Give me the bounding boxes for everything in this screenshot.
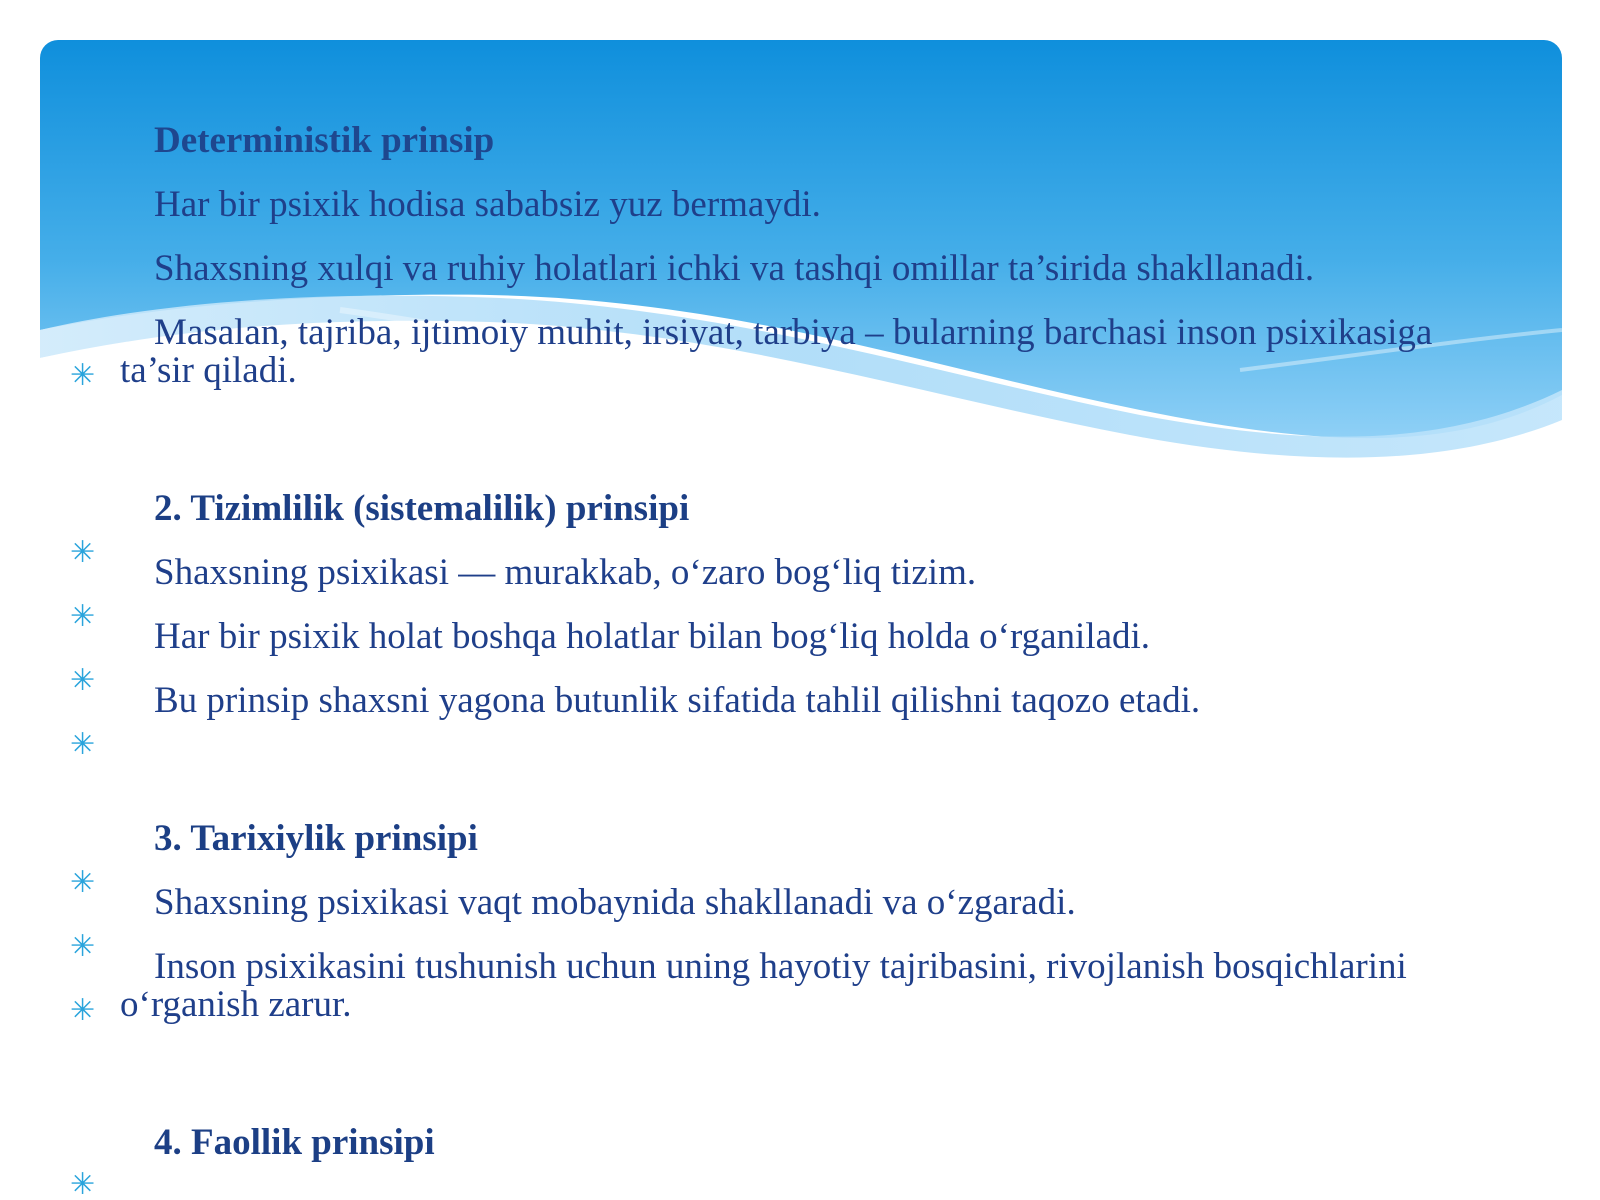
- bullet-icon: ✳: [70, 865, 96, 900]
- body-line: ta’sir qiladi.: [120, 350, 297, 391]
- bullet-icon: ✳: [70, 1167, 96, 1200]
- bullet-icon: ✳: [70, 727, 96, 762]
- body-line: Bu prinsip shaxsni yagona butunlik sifatida tahlil qilishni taqozo etadi.: [154, 680, 1201, 721]
- section-heading: Deterministik prinsip: [154, 120, 495, 161]
- body-line: Inson psixikasini tushunish uchun uning hayotiy tajribasini, rivojlanish bosqichlarini: [154, 946, 1407, 987]
- section-heading: 4. Faollik prinsipi: [154, 1122, 435, 1163]
- section-heading: 2. Tizimlilik (sistemalilik) prinsipi: [154, 488, 690, 529]
- bullet-icon: ✳: [70, 993, 96, 1028]
- bullet-icon: ✳: [70, 535, 96, 570]
- body-line: o‘rganish zarur.: [120, 984, 352, 1025]
- bullet-icon: ✳: [70, 599, 96, 634]
- body-line: Shaxsning psixikasi vaqt mobaynida shakllanadi va o‘zgaradi.: [154, 882, 1076, 923]
- bullet-icon: ✳: [70, 929, 96, 964]
- body-line: Masalan, tajriba, ijtimoiy muhit, irsiyat, tarbiya – bularning barchasi inson psixikasiga: [154, 312, 1433, 353]
- body-line: Shaxsning xulqi va ruhiy holatlari ichki va tashqi omillar ta’sirida shakllanadi.: [154, 248, 1315, 289]
- body-line: Har bir psixik hodisa sababsiz yuz bermaydi.: [154, 184, 821, 225]
- section-heading: 3. Tarixiylik prinsipi: [154, 818, 478, 859]
- bullet-icon: ✳: [70, 358, 96, 393]
- body-line: Har bir psixik holat boshqa holatlar bilan bog‘liq holda o‘rganiladi.: [154, 616, 1151, 657]
- body-line: Shaxsning psixikasi — murakkab, o‘zaro bog‘liq tizim.: [154, 552, 977, 593]
- bullet-icon: ✳: [70, 663, 96, 698]
